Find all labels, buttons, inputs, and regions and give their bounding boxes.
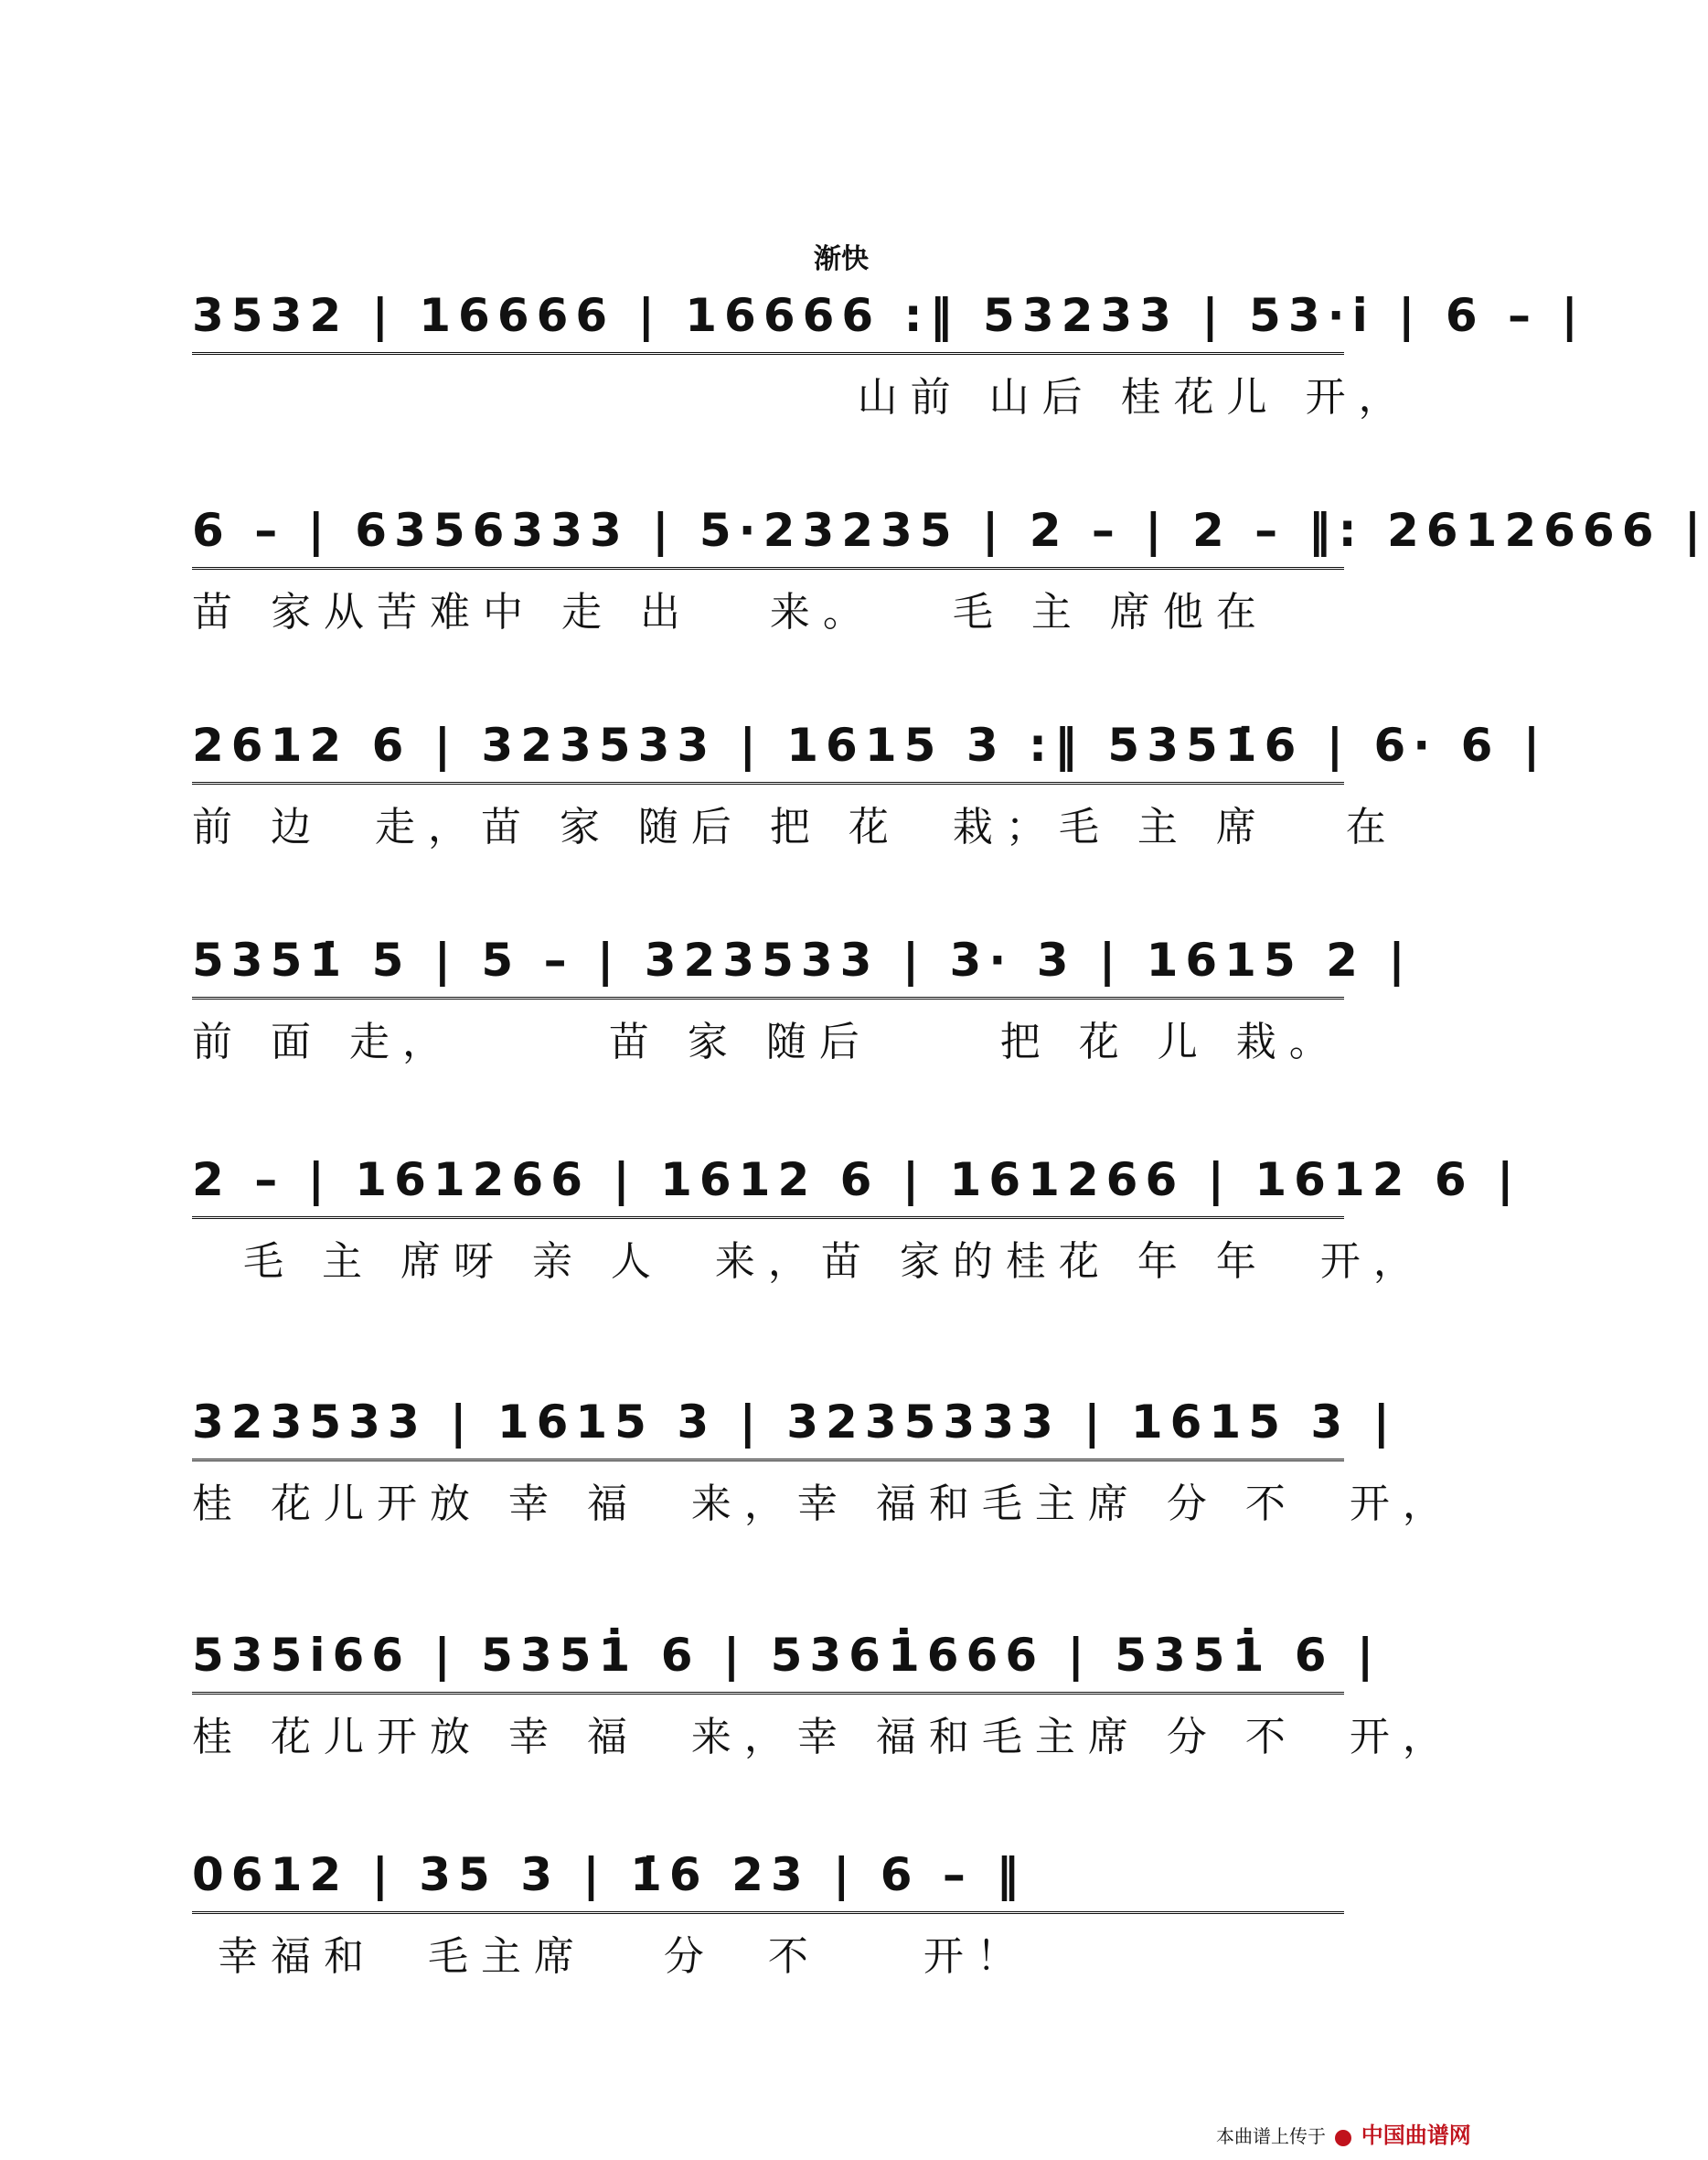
notation-line: 2612 6 | 323533 | 1615 3 :‖ 5351̇6 | 6· 6 | [192, 709, 1344, 785]
lyrics-line: 前 边 走，苗 家 随后 把 花 栽；毛 主 席 在 [192, 804, 1399, 850]
tempo-marking: 渐快 [814, 243, 869, 275]
score-system [0, 1619, 1512, 1774]
score-system [0, 1838, 1512, 1994]
score-system [0, 924, 1512, 1079]
notation-line: 2 – | 161266 | 1612 6 | 161266 | 1612 6 | [192, 1143, 1344, 1219]
notation-line: 6 – | 6356333 | 5·23235 | 2 – | 2 – ‖: 2612666 | [192, 494, 1344, 570]
footer-site-link[interactable]: 中国曲谱网 [1361, 2123, 1471, 2148]
lyrics-line: 桂 花儿开放 幸 福 来，幸 福和毛主席 分 不 开， [192, 1714, 1456, 1760]
footer-credit [1216, 2120, 1471, 2151]
score-system [0, 1385, 1512, 1541]
notation-line: 0612 | 35 3 | 1̇6 23 | 6 – ‖ [192, 1838, 1344, 1914]
site-logo-icon [1335, 2130, 1351, 2146]
lyrics-line: 苗 家从苦难中 走 出 来。 毛 主 席他在 [192, 589, 1269, 636]
score-system [0, 494, 1708, 649]
lyrics-line: 前 面 走， 苗 家 随后 把 花 儿 栽。 [192, 1019, 1342, 1065]
notation-line: 5351̇ 5 | 5 – | 323533 | 3· 3 | 1615 2 | [192, 924, 1344, 1000]
lyrics-line: 桂 花儿开放 幸 福 来，幸 福和毛主席 分 不 开， [192, 1481, 1456, 1527]
notation-line: 323533 | 1615 3 | 3235333 | 1615 3 | [192, 1385, 1344, 1461]
lyrics-line: 山前 山后 桂花儿 开， [192, 374, 1412, 421]
score-system [0, 1143, 1521, 1299]
lyrics-line: 幸福和 毛主席 分 不 开！ [192, 1933, 1030, 1980]
lyrics-line: 毛 主 席呀 亲 人 来，苗 家的桂花 年 年 开， [192, 1238, 1426, 1285]
score-system [0, 709, 1548, 864]
notation-line: 535i66 | 5351̇ 6 | 5361̇666 | 5351̇ 6 | [192, 1619, 1344, 1695]
footer-upload-text: 本曲谱上传于 [1216, 2125, 1326, 2147]
score-system [0, 279, 1585, 434]
notation-line: 3532 | 16666 | 16666 :‖ 53233 | 53·i | 6 – | [192, 279, 1344, 355]
